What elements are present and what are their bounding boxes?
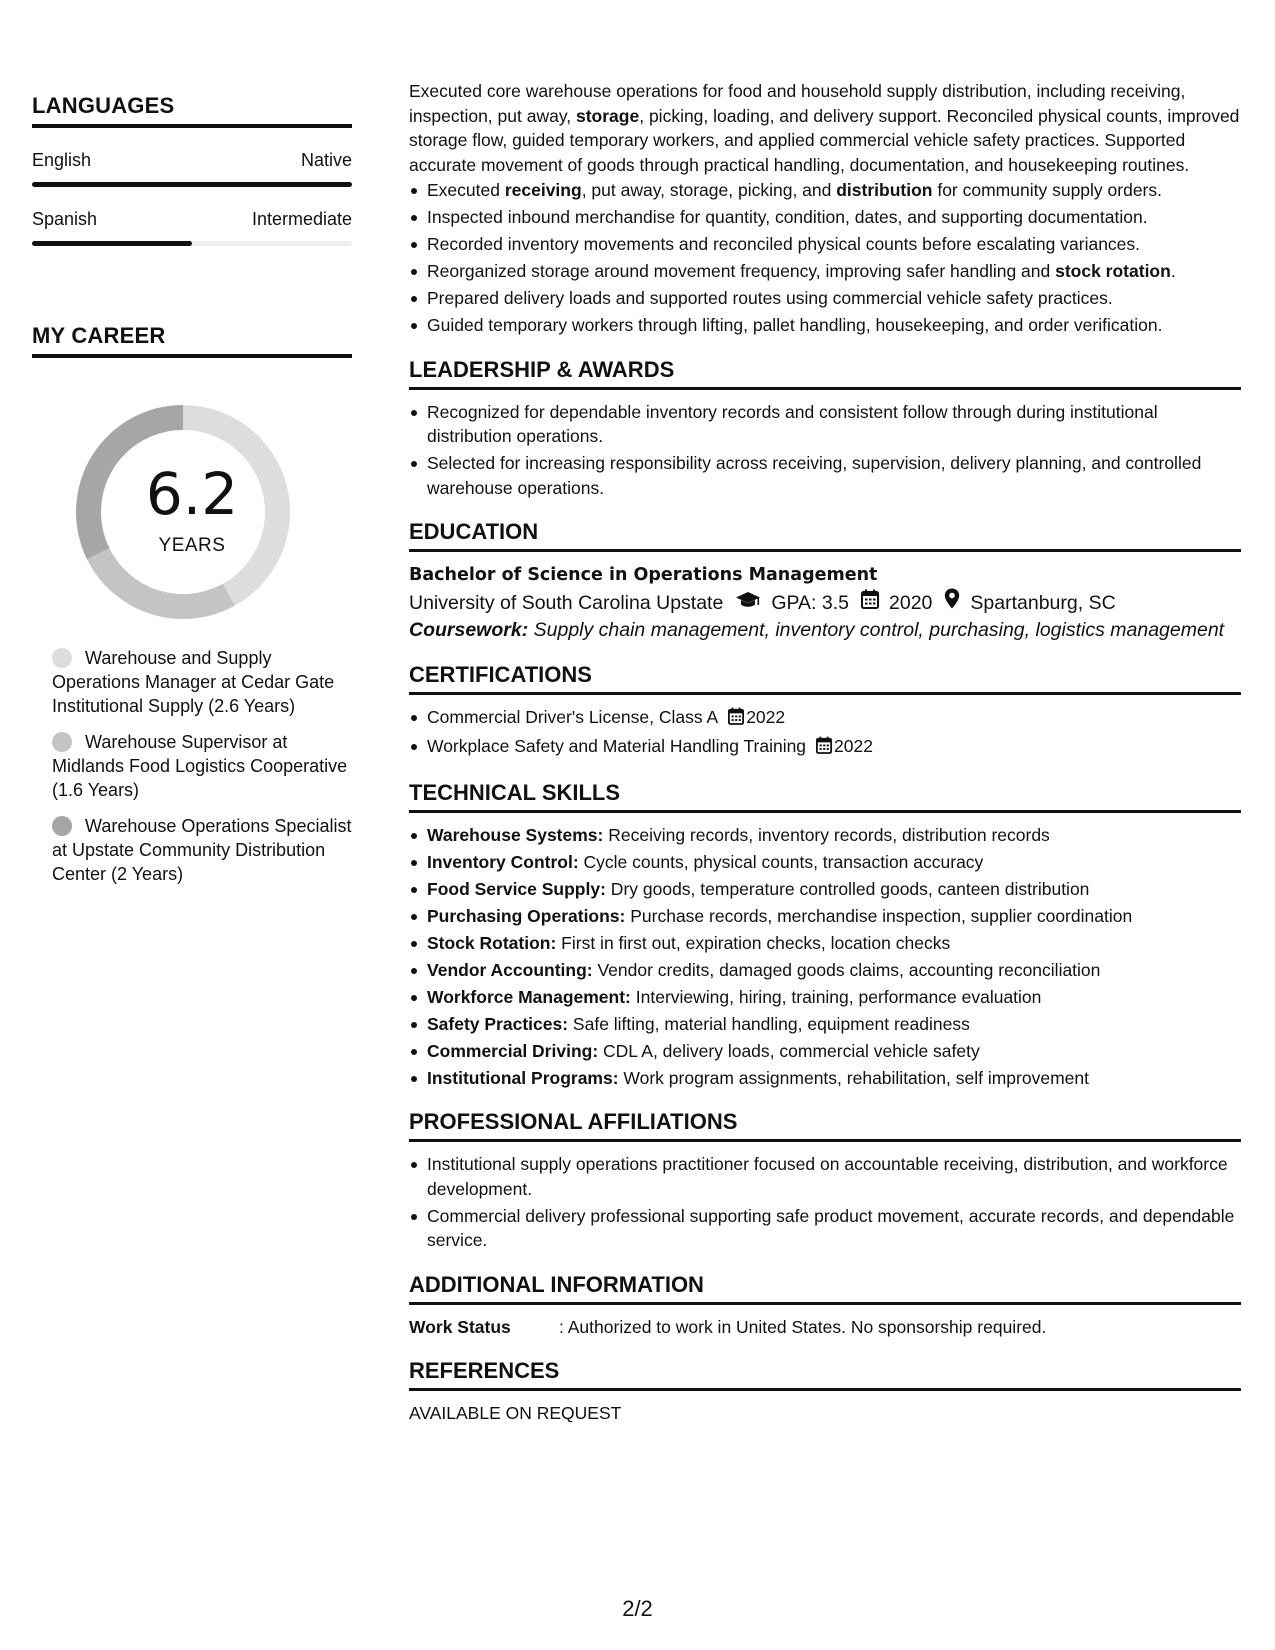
degree-title: Bachelor of Science in Operations Management: [409, 565, 878, 585]
work-status-label: Work Status: [409, 1316, 511, 1337]
list-item: Inventory Control: Cycle counts, physical counts, transaction accuracy: [409, 850, 1241, 875]
calendar-icon: [728, 707, 744, 732]
list-item: Institutional supply operations practitioner focused on accountable receiving, distribution, and workforce development.: [409, 1152, 1241, 1201]
list-item: Executed receiving, put away, storage, picking, and distribution for community supply orders.: [409, 178, 1241, 203]
career-item-text: Warehouse Supervisor at Midlands Food Logistics Cooperative (1.6 Years): [52, 732, 348, 800]
career-total-years: 6.2: [145, 460, 239, 528]
list-item: Prepared delivery loads and supported routes using commercial vehicle safety practices.: [409, 286, 1241, 311]
list-item: Commercial Driving: CDL A, delivery loads, commercial vehicle safety: [409, 1039, 1241, 1064]
language-proficiency-bar: [32, 241, 352, 246]
coursework: Coursework: Supply chain management, inventory control, purchasing, logistics management: [409, 619, 1225, 641]
main-content: [409, 79, 1241, 1425]
calendar-icon: [816, 736, 832, 761]
list-item: Inspected inbound merchandise for quantity, condition, dates, and supporting documentation.: [409, 205, 1241, 230]
languages-heading: LANGUAGES: [32, 92, 352, 128]
career-item-text: Warehouse Operations Specialist at Upstate Community Distribution Center (2 Years): [52, 816, 352, 884]
education-meta: [409, 588, 1241, 618]
experience-bullets: [409, 178, 1241, 338]
list-item: Purchasing Operations: Purchase records, merchandise inspection, supplier coordination: [409, 904, 1241, 929]
language-name: English: [32, 150, 92, 170]
list-item: Recognized for dependable inventory records and consistent follow through during institutional distribution operations.: [409, 400, 1241, 449]
donut-segment-2: [87, 548, 235, 619]
career-item: [52, 646, 352, 718]
additional-info-heading: ADDITIONAL INFORMATION: [409, 1271, 1241, 1305]
language-proficiency-fill: [32, 241, 192, 246]
list-item: Reorganized storage around movement frequency, improving safer handling and stock rotation.: [409, 259, 1241, 284]
list-item: Warehouse Systems: Receiving records, inventory records, distribution records: [409, 823, 1241, 848]
language-proficiency-fill: [32, 182, 352, 187]
list-item: Safety Practices: Safe lifting, material handling, equipment readiness: [409, 1012, 1241, 1037]
career-dot: [52, 816, 72, 836]
language-level: Intermediate: [251, 209, 352, 229]
list-item: Commercial Driver's License, Class A 2022: [409, 705, 1241, 732]
list-item: Commercial delivery professional supporting safe product movement, accurate records, and dependable service.: [409, 1204, 1241, 1253]
language-name: Spanish: [32, 209, 98, 229]
experience-summary: Executed core warehouse operations for food and household supply distribution, including receiving, inspection, put away, storage, picking, loading, and delivery support. Reconciled physical counts, improved storage flow, guided temporary workers, and applied commercial vehicle safety practices. Supported accurate movement of goods through practical handling, documentation, and housekeeping routines.: [409, 81, 1240, 175]
list-item: Guided temporary workers through lifting, pallet handling, housekeeping, and order verification.: [409, 313, 1241, 338]
career-dot: [52, 732, 72, 752]
career-item-text: Warehouse and Supply Operations Manager at Cedar Gate Institutional Supply (2.6 Years): [52, 648, 335, 716]
list-item: Institutional Programs: Work program assignments, rehabilitation, self improvement: [409, 1066, 1241, 1091]
graduation-year: 2020: [889, 592, 933, 614]
affiliations-list: [409, 1152, 1241, 1253]
career-dot: [52, 648, 72, 668]
leadership-heading: LEADERSHIP & AWARDS: [409, 356, 1241, 390]
skills-list: [409, 823, 1241, 1091]
work-status-value: : Authorized to work in United States. No sponsorship required.: [559, 1316, 1047, 1337]
certifications-list: [409, 705, 1241, 761]
skills-heading: TECHNICAL SKILLS: [409, 779, 1241, 813]
list-item: Food Service Supply: Dry goods, temperature controlled goods, canteen distribution: [409, 877, 1241, 902]
career-heading: MY CAREER: [32, 322, 352, 358]
work-status-row: [409, 1315, 1241, 1339]
leadership-list: [409, 400, 1241, 501]
references-text: AVAILABLE ON REQUEST: [409, 1402, 622, 1423]
language-level: Native: [300, 150, 352, 170]
school-name: University of South Carolina Upstate: [409, 592, 724, 614]
list-item: Workplace Safety and Material Handling Training 2022: [409, 734, 1241, 761]
sidebar: [32, 92, 352, 898]
education-location: Spartanburg, SC: [970, 592, 1116, 614]
language-item: [32, 207, 352, 246]
list-item: Stock Rotation: First in first out, expiration checks, location checks: [409, 931, 1241, 956]
location-pin-icon: [944, 588, 960, 618]
references-heading: REFERENCES: [409, 1357, 1241, 1391]
certifications-heading: CERTIFICATIONS: [409, 661, 1241, 695]
career-item: [52, 814, 352, 886]
affiliations-heading: PROFESSIONAL AFFILIATIONS: [409, 1108, 1241, 1142]
gpa: GPA: 3.5: [771, 592, 850, 614]
education-heading: EDUCATION: [409, 518, 1241, 552]
list-item: Workforce Management: Interviewing, hiring, training, performance evaluation: [409, 985, 1241, 1010]
page-number: 2/2: [622, 1596, 653, 1621]
career-total-unit: YEARS: [158, 535, 226, 556]
career-list: [32, 646, 352, 886]
language-item: [32, 148, 352, 187]
calendar-icon: [861, 588, 879, 618]
language-proficiency-bar: [32, 182, 352, 187]
list-item: Vendor Accounting: Vendor credits, damaged goods claims, accounting reconciliation: [409, 958, 1241, 983]
list-item: Recorded inventory movements and reconciled physical counts before escalating variances.: [409, 232, 1241, 257]
career-item: [52, 730, 352, 802]
list-item: Selected for increasing responsibility across receiving, supervision, delivery planning, and controlled warehouse operations.: [409, 451, 1241, 500]
career-donut-chart: [32, 394, 352, 630]
graduation-cap-icon: [735, 588, 761, 618]
